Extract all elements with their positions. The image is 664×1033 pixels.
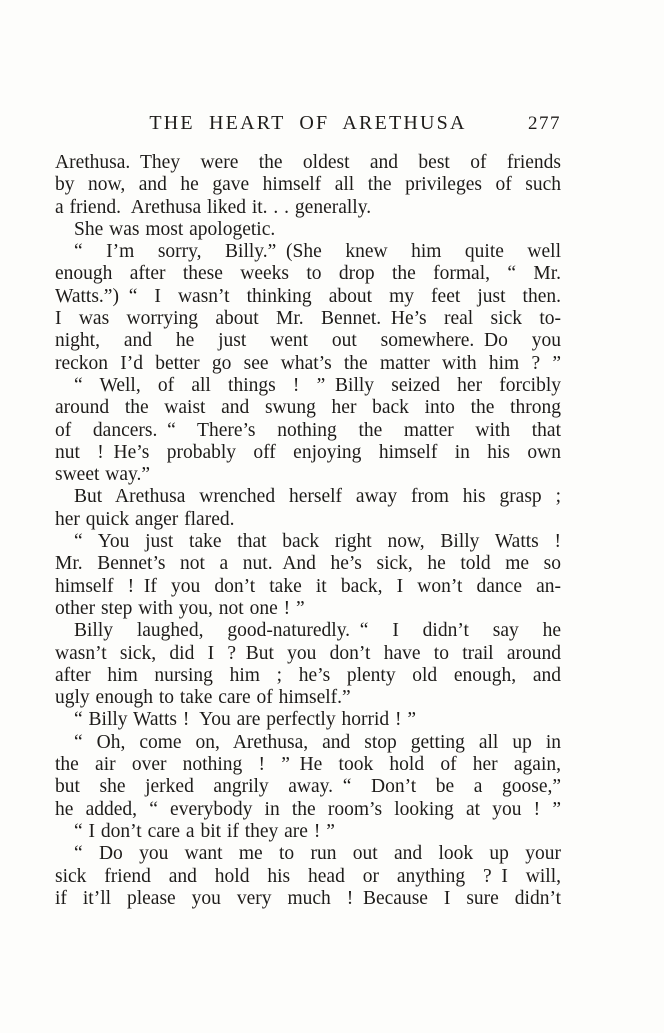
- paragraph: [55, 241, 561, 375]
- page-text-body: [55, 152, 561, 910]
- text-line: “ Oh, come on, Arethusa, and stop getting all up in: [74, 731, 561, 753]
- paragraph: [55, 531, 561, 620]
- text-line: reckon I’d better go see what’s the matter with him ? ”: [55, 352, 561, 374]
- text-line: sick friend and hold his head or anything ? I will,: [55, 865, 561, 887]
- running-header-title: THE HEART OF ARETHUSA: [149, 112, 467, 134]
- text-line: But Arethusa wrenched herself away from his grasp ;: [74, 486, 561, 508]
- text-line: but she jerked angrily away. “ Don’t be a goose,”: [55, 776, 561, 798]
- text-line: ugly enough to take care of himself.”: [55, 687, 351, 709]
- paragraph: [55, 375, 561, 486]
- text-line: other step with you, not one ! ”: [55, 597, 305, 619]
- text-line: Mr. Bennet’s not a nut. And he’s sick, he told me so: [55, 553, 561, 575]
- page-header: [55, 112, 561, 138]
- text-line: wasn’t sick, did I ? But you don’t have to trail around: [55, 642, 561, 664]
- paragraph: [55, 152, 561, 219]
- text-line: after him nursing him ; he’s plenty old enough, and: [55, 664, 561, 686]
- text-line: of dancers. “ There’s nothing the matter with that: [55, 419, 561, 441]
- text-line: nut ! He’s probably off enjoying himself in his own: [55, 441, 561, 463]
- paragraph: [55, 843, 561, 910]
- text-line: Watts.”) “ I wasn’t thinking about my feet just then.: [55, 285, 561, 307]
- text-line: a friend. Arethusa liked it. . . generally.: [55, 196, 372, 218]
- page-number: 277: [528, 113, 561, 134]
- text-line: if it’ll please you very much ! Because I sure didn’t: [55, 887, 561, 909]
- text-line: around the waist and swung her back into the throng: [55, 397, 561, 419]
- text-line: Billy laughed, good-naturedly. “ I didn’t say he: [74, 620, 561, 642]
- paragraph: [55, 732, 561, 821]
- text-line: sweet way.”: [55, 464, 151, 486]
- text-line: She was most apologetic.: [74, 218, 276, 240]
- text-line: he added, “ everybody in the room’s looking at you ! ”: [55, 798, 561, 820]
- text-line: night, and he just went out somewhere. Do you: [55, 330, 561, 352]
- text-line: the air over nothing ! ” He took hold of her again,: [55, 754, 561, 776]
- text-line: her quick anger flared.: [55, 508, 235, 530]
- paragraph: [55, 219, 561, 241]
- text-line: Arethusa. They were the oldest and best of friends: [55, 152, 561, 173]
- paragraph: [55, 486, 561, 531]
- text-line: “ Well, of all things ! ” Billy seized her forcibly: [74, 374, 561, 396]
- text-line: “ Billy Watts ! You are perfectly horrid ! ”: [74, 709, 417, 731]
- text-line: enough after these weeks to drop the formal, “ Mr.: [55, 263, 561, 285]
- paragraph: [55, 620, 561, 709]
- text-line: himself ! If you don’t take it back, I won’t dance an-: [55, 575, 561, 597]
- paragraph: [55, 821, 561, 843]
- text-line: “ You just take that back right now, Billy Watts !: [74, 531, 561, 553]
- paragraph: [55, 709, 561, 731]
- text-line: “ Do you want me to run out and look up your: [74, 843, 561, 865]
- text-line: by now, and he gave himself all the privileges of such: [55, 174, 561, 196]
- text-line: “ I don’t care a bit if they are ! ”: [74, 820, 335, 842]
- text-line: I was worrying about Mr. Bennet. He’s real sick to-: [55, 308, 561, 330]
- text-line: “ I’m sorry, Billy.” (She knew him quite well: [74, 241, 561, 263]
